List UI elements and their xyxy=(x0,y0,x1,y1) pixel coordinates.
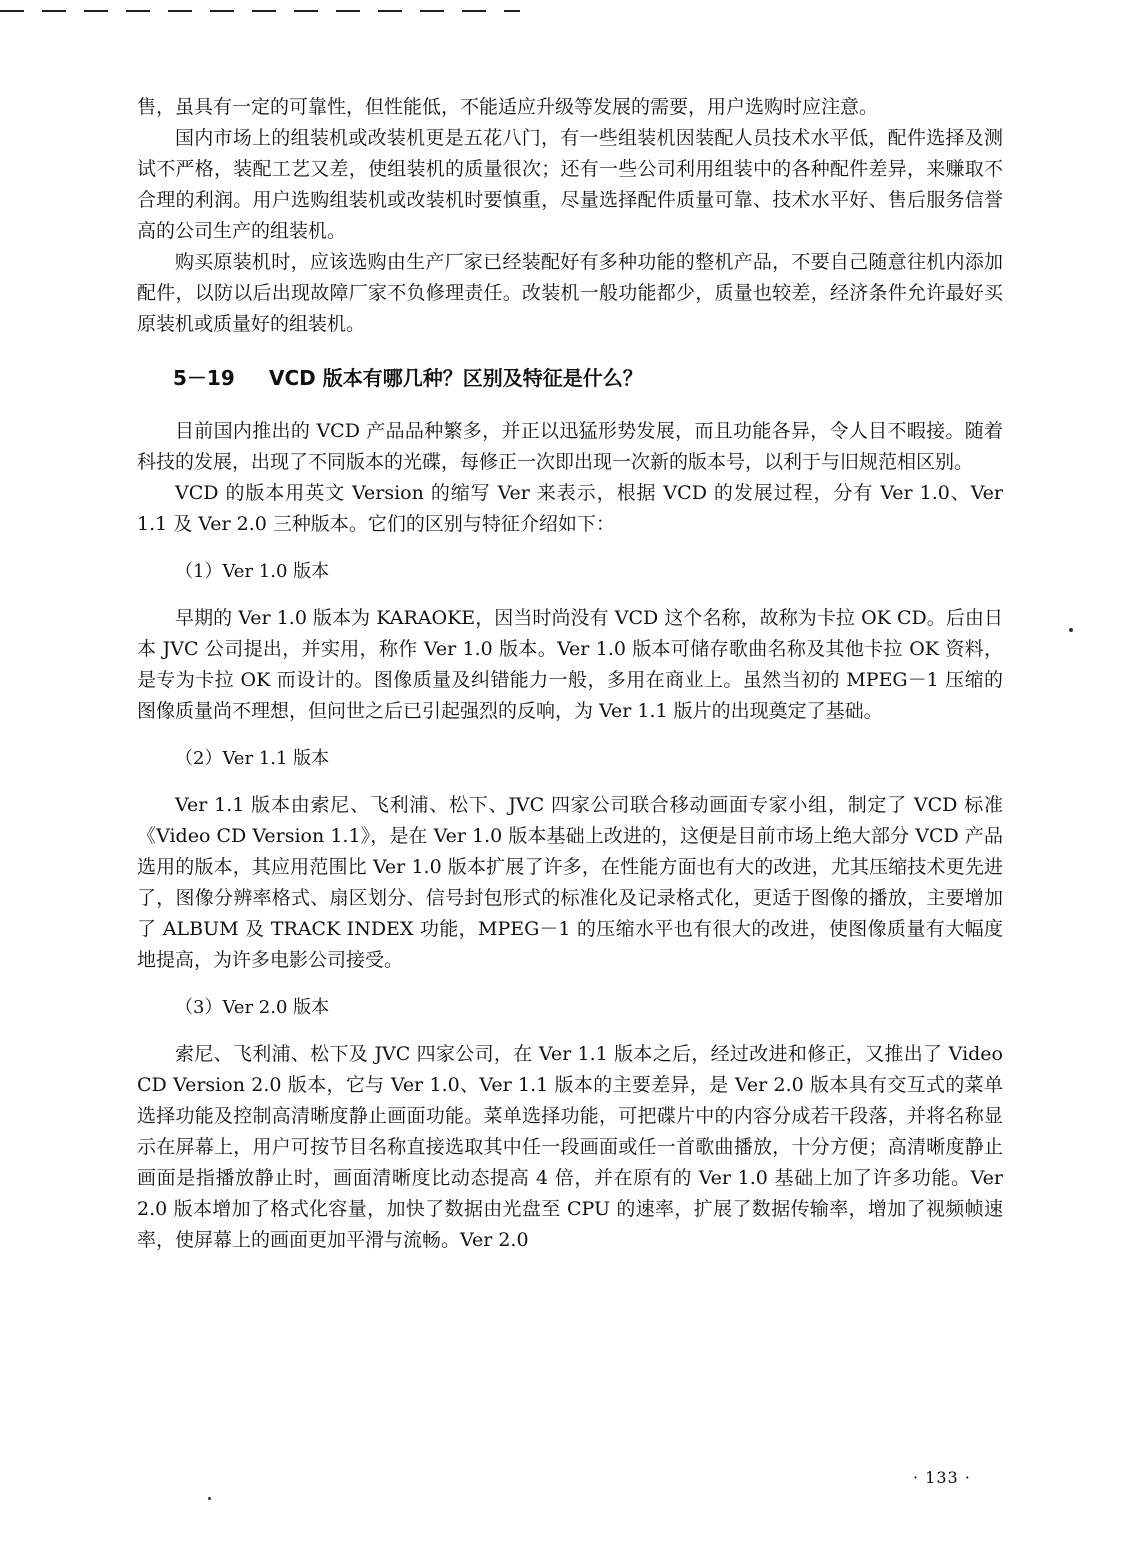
subheading-ver-2-0: （3）Ver 2.0 版本 xyxy=(175,997,330,1018)
page-body xyxy=(137,92,1003,1256)
paragraph-ver-1-1: Ver 1.1 版本由索尼、飞利浦、松下、JVC 四家公司联合移动画面专家小组，制定了 VCD 标准《Video CD Version 1.1》，是在 Ver 1.0 版本基础上改进的，这便是目前市场上绝大部分 VCD 产品选用的版本，其应用范围比 Ver 1.0 版本扩展了许多，在性能方面也有大的改进，尤其压缩技术更先进了，图像分辨率格式、扇区划分、信号封包形式的标准化及记录格式化，更适于图像的播放，主要增加了 ALBUM 及 TRACK INDEX 功能，MPEG－1 的压缩水平也有很大的改进，使图像质量有大幅度地提高，为许多电影公司接受。 xyxy=(137,794,1003,971)
paragraph-vcd-versions: VCD 的版本用英文 Version 的缩写 Ver 来表示，根据 VCD 的发展过程，分有 Ver 1.0、Ver 1.1 及 Ver 2.0 三种版本。它们的区别与特征介绍如下： xyxy=(137,482,1003,535)
subheading-ver-1-0: （1）Ver 1.0 版本 xyxy=(175,561,330,582)
subheading-ver-1-1: （2）Ver 1.1 版本 xyxy=(175,748,330,769)
section-number: 5－19 xyxy=(173,366,235,390)
page-number: · 133 · xyxy=(913,1468,971,1487)
paragraph-assembled-machines: 国内市场上的组装机或改装机更是五花八门，有一些组装机因装配人员技术水平低，配件选择及测试不严格，装配工艺又差，使组装机的质量很次；还有一些公司利用组装中的各种配件差异，来赚取不合理的利润。用户选购组装机或改装机时要慎重，尽量选择配件质量可靠、技术水平好、售后服务信誉高的公司生产的组装机。 xyxy=(137,127,1003,242)
paragraph-vcd-intro: 目前国内推出的 VCD 产品品种繁多，并正以迅猛形势发展，而且功能各异，令人目不暇接。随着科技的发展，出现了不同版本的光碟，每修正一次即出现一次新的版本号，以利于与旧规范相区别。 xyxy=(137,420,1003,473)
header-dashed-rule xyxy=(0,10,520,12)
paragraph-continued: 售，虽具有一定的可靠性，但性能低，不能适应升级等发展的需要，用户选购时应注意。 xyxy=(137,96,879,118)
paragraph-original-machines: 购买原装机时，应该选购由生产厂家已经装配好有多种功能的整机产品，不要自己随意往机内添加配件，以防以后出现故障厂家不负修理责任。改装机一般功能都少，质量也较差，经济条件允许最好买原装机或质量好的组装机。 xyxy=(137,251,1003,335)
scan-speck xyxy=(1069,628,1073,632)
section-heading xyxy=(137,362,1003,394)
paragraph-ver-1-0: 早期的 Ver 1.0 版本为 KARAOKE，因当时尚没有 VCD 这个名称，故称为卡拉 OK CD。后由日本 JVC 公司提出，并实用，称作 Ver 1.0 版本。Ver 1.0 版本可储存歌曲名称及其他卡拉 OK 资料，是专为卡拉 OK 而设计的。图像质量及纠错能力一般，多用在商业上。虽然当初的 MPEG－1 压缩的图像质量尚不理想，但问世之后已引起强烈的反响，为 Ver 1.1 版片的出现奠定了基础。 xyxy=(137,607,1003,722)
paragraph-ver-2-0: 索尼、飞利浦、松下及 JVC 四家公司，在 Ver 1.1 版本之后，经过改进和修正，又推出了 Video CD Version 2.0 版本，它与 Ver 1.0、Ver 1.1 版本的主要差异，是 Ver 2.0 版本具有交互式的菜单选择功能及控制高清晰度静止画面功能。菜单选择功能，可把碟片中的内容分成若干段落，并将名称显示在屏幕上，用户可按节目名称直接选取其中任一段画面或任一首歌曲播放，十分方便；高清晰度静止画面是指播放静止时，画面清晰度比动态提高 4 倍，并在原有的 Ver 1.0 基础上加了许多功能。Ver 2.0 版本增加了格式化容量，加快了数据由光盘至 CPU 的速率，扩展了数据传输率，增加了视频帧速率，使屏幕上的画面更加平滑与流畅。Ver 2.0 xyxy=(137,1043,1003,1251)
section-title: VCD 版本有哪几种？区别及特征是什么？ xyxy=(269,366,643,390)
scan-speck xyxy=(208,1497,211,1500)
